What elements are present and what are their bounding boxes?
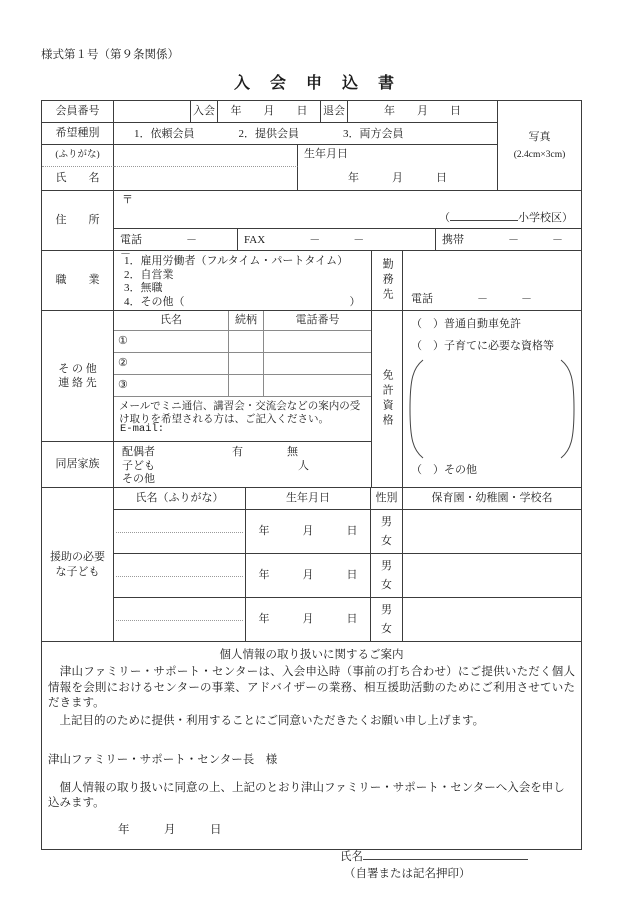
furigana-divider [116,532,243,533]
mail-note: メールでミニ通信、講習会・交流会などの案内の受け取りを希望される方は、ご記入ください。 [119,401,361,425]
member-no-field[interactable] [114,101,191,123]
children-label: 援助の必要 な子ども [42,488,114,642]
contact-row-2-name[interactable]: ② [114,353,229,375]
child-1-school-field[interactable] [403,510,581,554]
contact-row-2-relation[interactable] [229,353,264,375]
contacts-header-name: 氏名 [114,311,229,331]
notice-consent: 個人情報の取り扱いに同意の上、上記のとおり津山ファミリー・サポート・センターへ入会を申し込みます。 [48,782,565,809]
tel-field[interactable]: 電話 － － [114,229,238,251]
name-label: 氏 名 [42,167,114,191]
signature-name-field[interactable]: 氏名 [340,847,575,865]
workplace-tel-field[interactable]: 電話 － － [411,292,532,305]
job-option-1[interactable]: 1．雇用労働者（フルタイム・パートタイム） [124,255,349,267]
license-cell [403,311,581,488]
contact-row-3-name[interactable]: ③ [114,375,229,397]
furigana-divider [116,620,243,621]
job-option-4[interactable]: 4．その他（ ） [124,295,361,308]
family-cell[interactable] [114,442,372,488]
workplace-field[interactable] [403,251,581,311]
contact-row-1-phone[interactable] [264,331,371,353]
school-district[interactable]: （ 小学校区） [439,209,573,225]
child-2-sex-field[interactable]: 男 女 [371,554,403,598]
photo-label: 写真 [528,130,551,143]
big-parentheses-frame[interactable] [409,359,575,459]
license-item-driver[interactable]: （ ）普通自動車免許 [411,318,521,330]
job-option-2[interactable]: 2．自営業 [124,268,174,281]
signature-date-field[interactable]: 年 月 日 [118,824,222,836]
job-options[interactable] [114,251,372,311]
license-item-other[interactable]: （ ）その他 [411,464,477,476]
form-number: 様式第１号（第９条関係） [41,49,179,61]
child-1-name-field[interactable] [114,510,246,554]
address-field[interactable] [114,191,581,229]
photo-size: (2.4cm×3cm) [513,149,566,160]
leave-date-field[interactable]: 年 月 日 [348,101,498,123]
notice-addressee: 津山ファミリー・サポート・センター長 様 [48,754,278,766]
furigana-field[interactable] [114,145,298,167]
notice-paragraph-2: 上記目的のために提供・利用することにご同意いただきたくお願い申し上げます。 [48,714,485,727]
job-label: 職 業 [42,251,114,311]
child-1-birth-field[interactable]: 年 月 日 [246,510,371,554]
birth-date-field[interactable]: 年 月 日 [348,171,447,184]
contacts-header-relation: 続柄 [229,311,264,331]
photo-box [498,101,581,191]
license-label: 免許資格 [372,311,403,488]
child-3-name-field[interactable] [114,598,246,642]
member-no-label: 会員番号 [42,101,114,123]
district-fill-line[interactable] [450,209,518,221]
contacts-cell [114,311,372,442]
workplace-label: 勤務先 [372,251,403,311]
privacy-notice [42,642,581,880]
signature-line[interactable] [363,847,528,860]
notice-paragraph-1: 津山ファミリー・サポート・センターは、入会申込時（事前の打ち合わせ）にご提供いただく個人情報を会則におけるセンターの事業、アドバイザーの業務、相互援助活動のためにご利用させていただきます。 [48,666,575,709]
child-header-name: 氏名（ふりがな） [114,488,246,510]
contacts-header-phone: 電話番号 [264,311,371,331]
notice-title: 個人情報の取り扱いに関するご案内 [219,649,404,661]
mobile-field[interactable]: 携帯 － － [436,229,581,251]
postal-mark: 〒 [122,194,133,206]
birth-cell[interactable] [298,145,498,191]
license-item-childcare[interactable]: （ ）子育てに必要な資格等 [411,340,554,352]
contacts-label: そ の 他 連 絡 先 [42,311,114,442]
furigana-label: (ふりがな) [42,145,114,167]
contact-row-3-phone[interactable] [264,375,371,397]
child-header-school: 保育園・幼稚園・学校名 [403,488,581,510]
child-header-sex: 性別 [371,488,403,510]
application-table [41,100,582,880]
birth-label: 生年月日 [304,148,348,160]
child-3-birth-field[interactable]: 年 月 日 [246,598,371,642]
address-label: 住 所 [42,191,114,251]
contact-row-2-phone[interactable] [264,353,371,375]
child-2-school-field[interactable] [403,554,581,598]
contact-row-1-relation[interactable] [229,331,264,353]
child-3-sex-field[interactable]: 男 女 [371,598,403,642]
child-1-sex-field[interactable]: 男 女 [371,510,403,554]
child-3-school-field[interactable] [403,598,581,642]
job-option-3[interactable]: 3．無職 [124,282,163,294]
furigana-divider [116,576,243,577]
signature-note: （自署または記名押印） [344,868,471,880]
name-field[interactable] [114,167,298,191]
page-title: 入 会 申 込 書 [233,75,396,92]
email-field[interactable]: E-mail: [120,423,165,436]
leave-label: 退会 [321,101,348,123]
family-other[interactable]: その他 [122,473,155,485]
family-spouse[interactable]: 配偶者 有 無 [122,446,298,458]
family-label: 同居家族 [42,442,114,488]
family-children-count[interactable]: 子ども 人 [122,459,309,472]
contact-row-1-name[interactable]: ① [114,331,229,353]
join-date-field[interactable]: 年 月 日 [218,101,321,123]
join-label: 入会 [191,101,218,123]
type-label: 希望種別 [42,123,114,145]
child-2-name-field[interactable] [114,554,246,598]
type-options[interactable]: 1．依頼会員 2．提供会員 3．両方会員 [114,123,498,145]
child-header-birth: 生年月日 [246,488,371,510]
contact-row-3-relation[interactable] [229,375,264,397]
child-2-birth-field[interactable]: 年 月 日 [246,554,371,598]
fax-field[interactable]: FAX － － [238,229,436,251]
